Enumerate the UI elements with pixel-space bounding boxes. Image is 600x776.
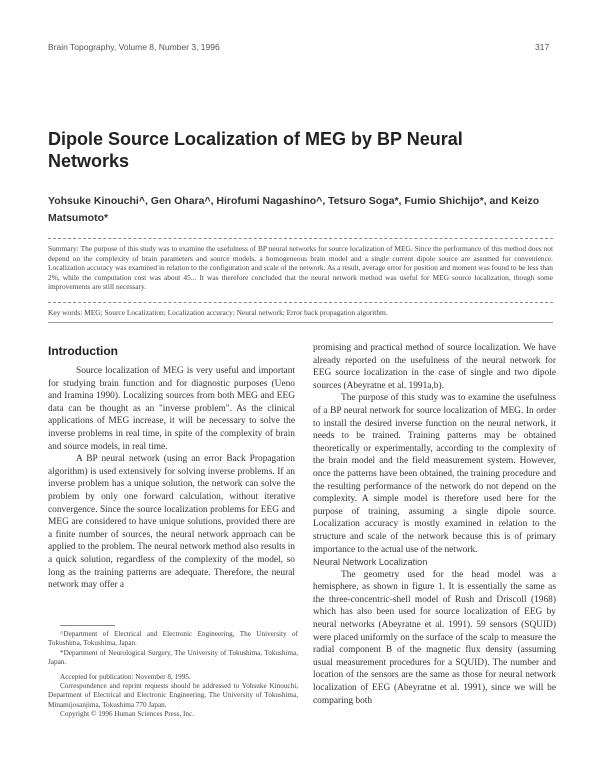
introduction-heading: Introduction (48, 344, 118, 358)
abstract: Summary: The purpose of this study was to examine the usefulness of BP neural networks for source localization of MEG. Since the performance of this method does not depend on the complexity of brain parameters and source models, a homogeneous brain model and a single current dipole source are assumed for convenience. Localization accuracy was examined in relation to the configuration and scale of the network. As a result, average error for position and moment was found to be less than 2%, while the computation cost was about 45... It was therefore concluded that the neural network method was useful for MEG source localization, though some improvements are still necessary. (48, 244, 553, 292)
neural-network-localization-heading: Neural Network Localization (313, 557, 428, 568)
left-column (48, 365, 295, 592)
article-title: Dipole Source Localization of MEG by BP Neural Networks (48, 129, 463, 171)
running-head: Brain Topography, Volume 8, Number 3, 1996 (48, 42, 220, 52)
footnote-affiliation-2: *Department of Neurological Surgery, The University of Tokushima, Tokushima, Japan. (48, 648, 298, 667)
method-paragraph-1: The geometry used for the head model was a hemisphere, as shown in figure 1. It is essentially the same as the three-concentric-shell model of Rush and Driscoll (1968) which has also been used for source localization of EEG by neural networks (Abeyratne et al. 1991). 59 sensors (SQUID) were placed uniformly on the surface of the scalp to measure the radial component B of the magnetic flux density (assuming usual measurement procedures for a SQUID). The number and location of the sensors are the same as those for neural network localization of EEG (Abeyratne et al. 1991), since we will be comparing both (313, 569, 556, 706)
intro-paragraph-1: Source localization of MEG is very useful and important for studying brain function and for diagnostic purposes (Ueno and Iramina 1990). Localizing sources from both MEG and EEG data can be thought as an "inverse problem". As the clinical applications of MEG increase, it will be necessary to solve the inverse problems in real time, in spite of the complexity of brain and source models, in real time. (48, 366, 295, 452)
footnote-accepted: Accepted for publication: November 8, 1995. (60, 672, 191, 681)
footnote-correspondence: Correspondence and reprint requests should be addressed to Yohsuke Kinouchi, Department of Electrical and Electronic Engineering, The University of Tokushima, Minamijosanjima, Tokushima 770 Japan. (48, 682, 298, 709)
right-column (313, 342, 556, 707)
abstract-bottom-rule (48, 302, 553, 303)
keywords-rule (48, 322, 553, 323)
author-list: Yohsuke Kinouchi^, Gen Ohara^, Hirofumi Nagashino^, Tetsuro Soga*, Fumio Shichijo*, and Keizo Matsumoto* (48, 195, 540, 224)
page-number: 317 (535, 42, 550, 52)
intro-paragraph-3: The purpose of this study was to examine the usefulness of a BP neural network for source localization of MEG. In order to install the desired inverse function on the neural network, it needs to be trained. Training patterns may be obtained theoretically or experimentally, according to the complexity of the brain model and the field measurement system. However, once the patterns have been obtained, the training procedure and the resulting performance of the network do not depend on the complexity. A simple model is therefore used here for the purpose of training, assuming a single dipole source. Localization accuracy is mostly examined in relation to the structure and scale of the network because this is of primary importance to the actual use of the network. (313, 393, 556, 555)
footnote-copyright: Copyright © 1996 Human Sciences Press, Inc. (60, 710, 195, 719)
intro-paragraph-2: A BP neural network (using an error Back Propagation algorithm) is used extensively for solving inverse problems. If an inverse problem has a unique solution, the network can solve the problem by only one forward calculation, without iterative convergence. Since the source localization problems for EEG and MEG are considered to have unique solutions, provided there are a finite number of sources, the neural network approach can be applied to the problem. The neural network method also results in a quick solution, regardless of the complexity of the model, so long as the training patterns are adequate. Therefore, the neural network may offer a (48, 454, 295, 591)
footnote-rule (60, 625, 115, 626)
intro-continuation: promising and practical method of source localization. We have already reported on the usefulness of the neural network for EEG source localization in the case of single and two dipole sources (Abeyratne et al. 1991a,b). (313, 343, 556, 391)
abstract-top-rule (48, 238, 553, 239)
footnote-affiliation-1: ^Department of Electrical and Electronic Engineering, The University of Tokushima, Tokushima, Japan. (48, 630, 298, 648)
footnotes (48, 630, 298, 720)
keywords: Key words: MEG; Source Localization; Localization accuracy; Neural network; Error back propagation algorithm. (48, 308, 388, 317)
